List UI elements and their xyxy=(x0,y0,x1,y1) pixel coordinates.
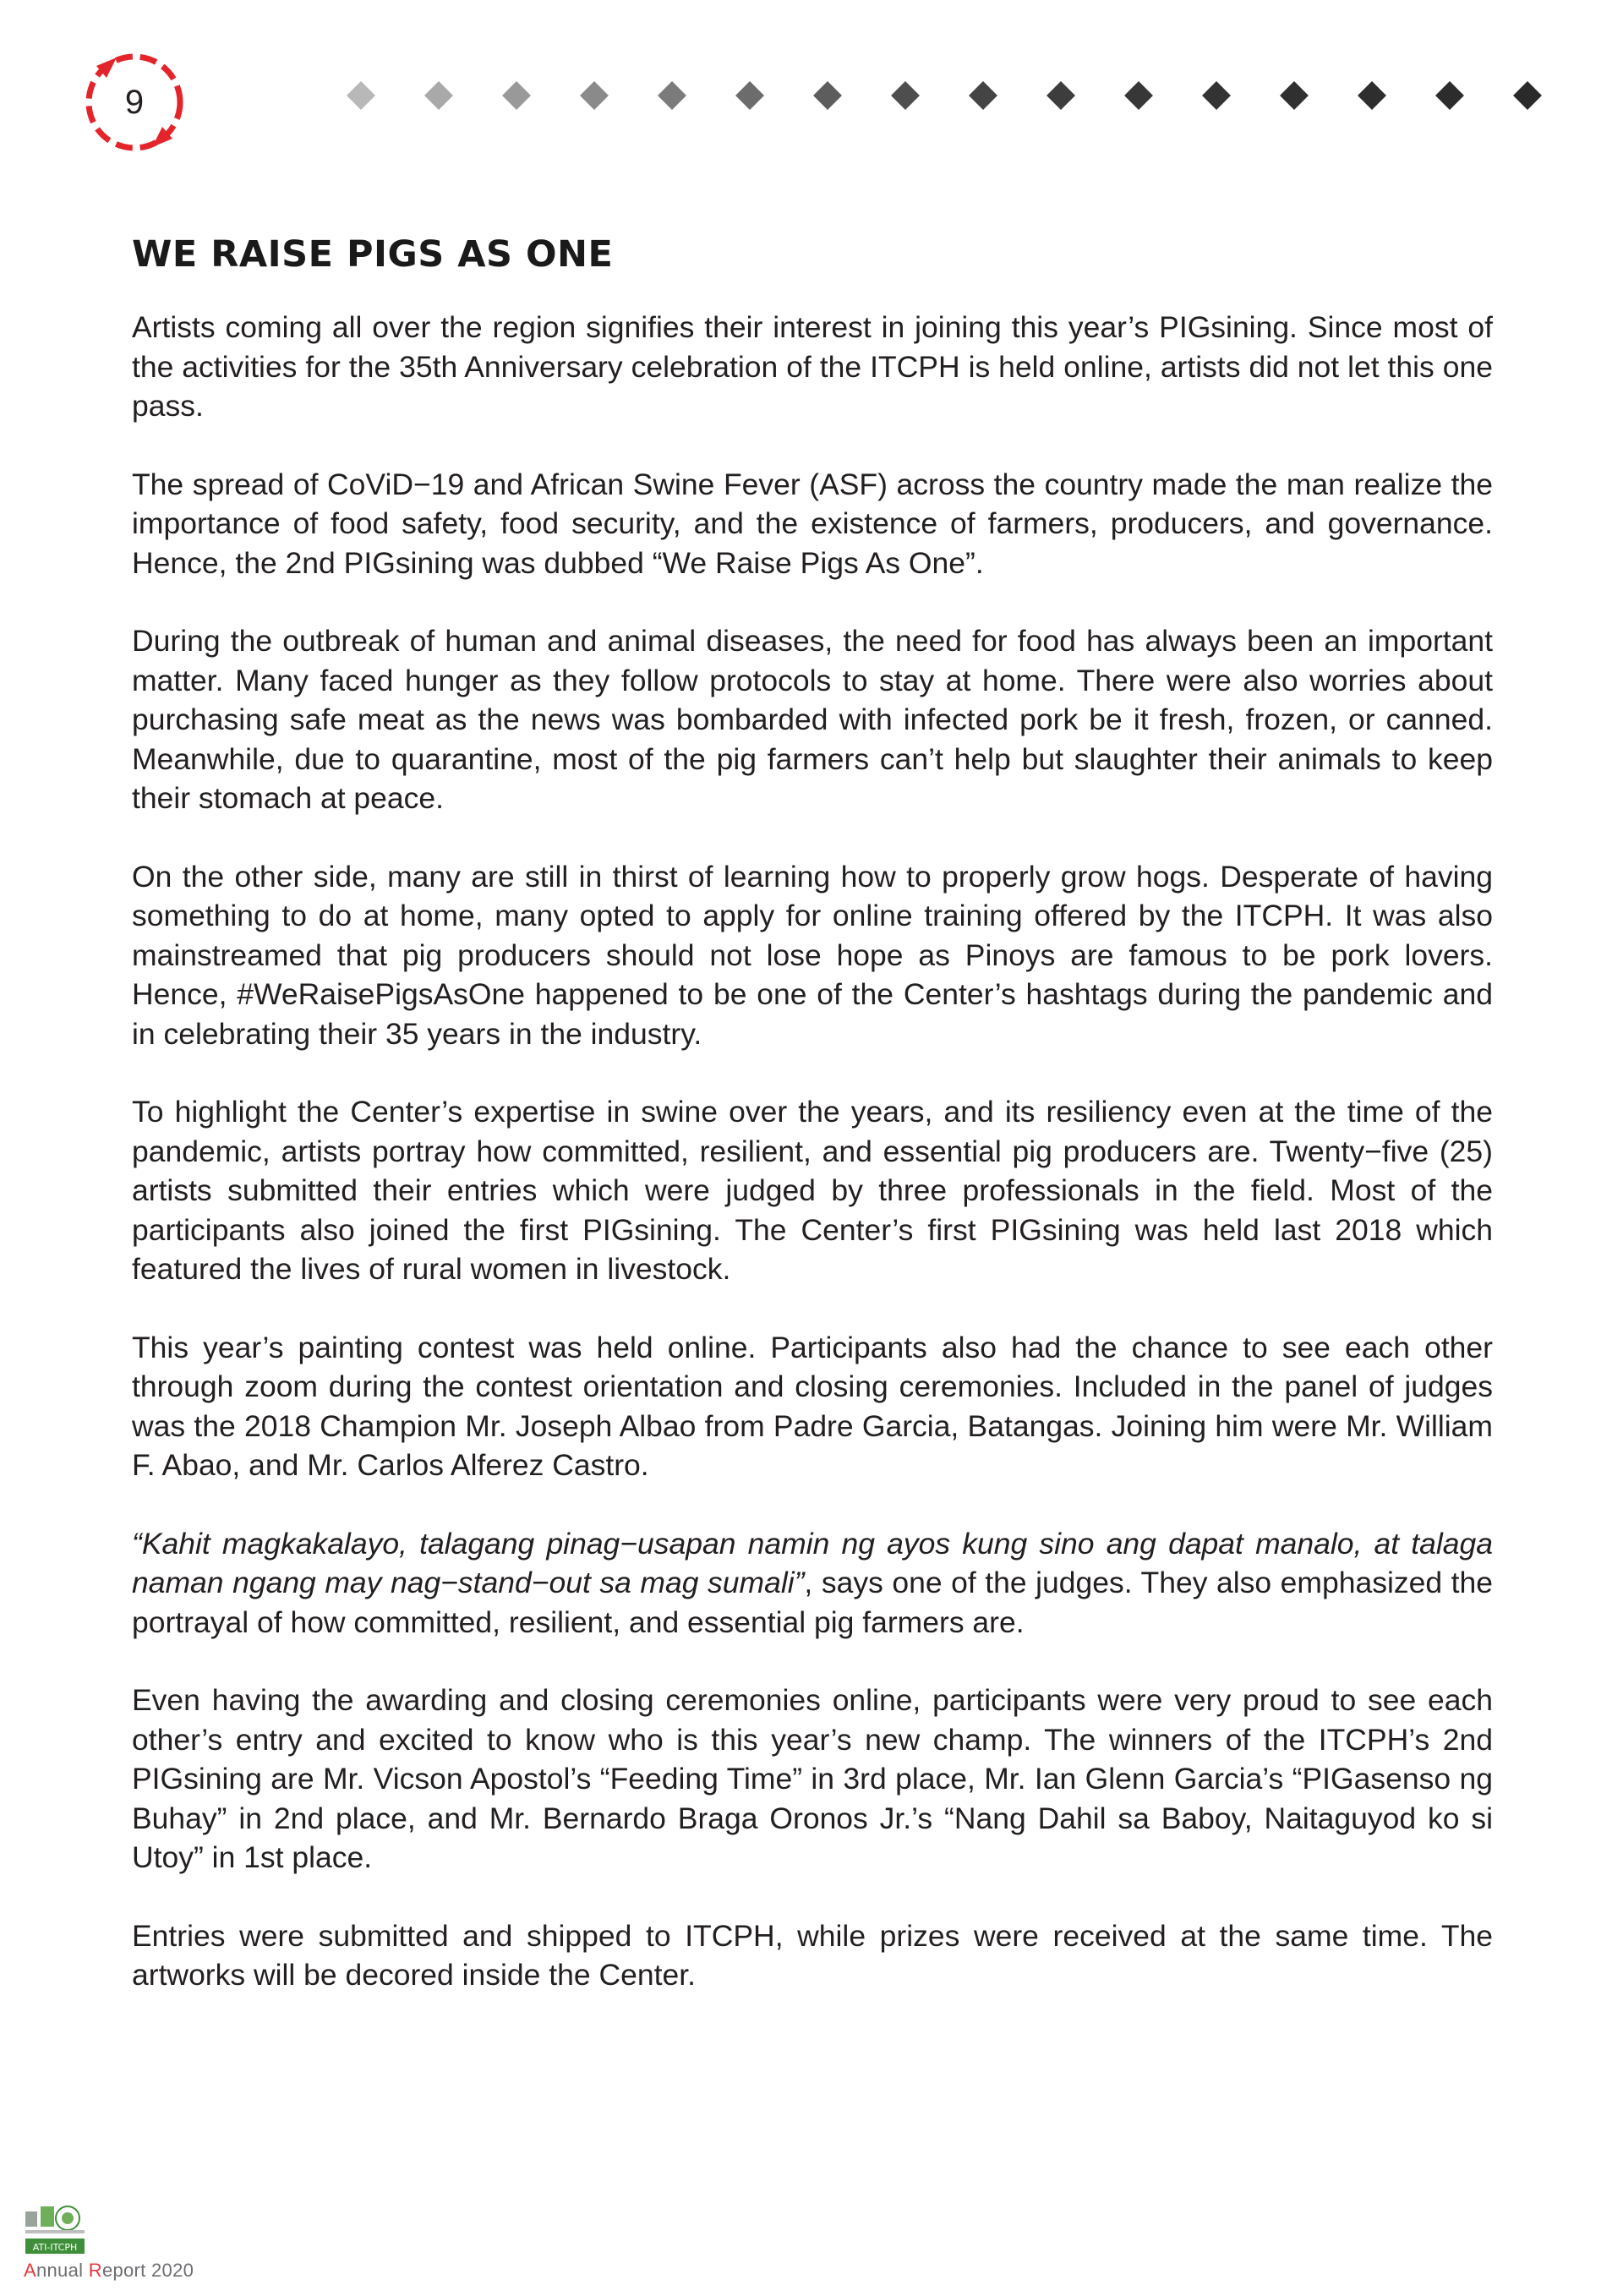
paragraph: Artists coming all over the region signifies their interest in joining this year’s PIGsining. Since most of the activities for the 35th Anniversary celebration of the ITCPH is held online, artists did not let this one pass. xyxy=(132,310,1493,423)
judge-quote: “Kahit magkakalayo, talagang pinag−usapan namin ng ayos kung sino ang dapat manalo, at talaga naman ngang may nag−stand−out sa mag sumali” xyxy=(132,1526,1493,1599)
page-number: 9 xyxy=(124,83,145,121)
diamond-icon xyxy=(580,81,609,110)
paragraph: Even having the awarding and closing ceremonies online, participants were very proud to see each other’s entry and excited to know who is this year’s new champ. The winners of the ITCPH’s 2nd PIGsining are Mr. Vicson Apostol’s “Feeding Time” in 3rd place, Mr. Ian Glenn Garcia’s “PIGasenso ng Buhay” in 2nd place, and Mr. Bernardo Braga Oronos Jr.’s “Nang Dahil sa Baboy, Naitaguyod ko si Utoy” in 1st place. xyxy=(132,1683,1493,1874)
diamond-icon xyxy=(347,81,375,110)
paragraph: This year’s painting contest was held online. Participants also had the chance to see each other through zoom during the contest orientation and closing ceremonies. Included in the panel of judges was the 2018 Champion Mr. Joseph Albao from Padre Garcia, Batangas. Joining him were Mr. William F. Abao, and Mr. Carlos Alferez Castro. xyxy=(132,1330,1493,1482)
diamond-icon xyxy=(424,81,453,110)
ati-itcph-logo xyxy=(24,2198,86,2257)
diamond-icon xyxy=(1202,81,1231,110)
decorative-diamond-row xyxy=(338,81,1623,115)
diamond-icon xyxy=(1513,81,1542,110)
article xyxy=(132,233,1493,2034)
paragraph: On the other side, many are still in thirst of learning how to properly grow hogs. Desperate of having something to do at home, many opted to apply for online training offered by the ITCPH. It was also mainstreamed that pig producers should not lose hope as Pinoys are famous to be pork lovers. Hence, #WeRaisePigsAsOne happened to be one of the Center’s hashtags during the pandemic and in celebrating their 35 years in the industry. xyxy=(132,859,1493,1051)
report-text: nnual xyxy=(36,2260,89,2281)
paragraph: To highlight the Center’s expertise in swine over the years, and its resiliency even at the time of the pandemic, artists portray how committed, resilient, and essential pig producers are. Twenty−five (25) artists submitted their entries which were judged by three professionals in the field. Most of the participants also joined the first PIGsining. The Center’s first PIGsining was held last 2018 which featured the lives of rural women in livestock. xyxy=(132,1095,1493,1286)
report-first-letter: A xyxy=(24,2260,36,2281)
diamond-icon xyxy=(1124,81,1153,110)
diamond-icon xyxy=(1358,81,1386,110)
diamond-icon xyxy=(969,81,997,110)
diamond-icon xyxy=(502,81,531,110)
paragraph: The spread of CoViD−19 and African Swine Fever (ASF) across the country made the man realize the importance of food safety, food security, and the existence of farmers, producers, and governance. Hence, the 2nd PIGsining was dubbed “We Raise Pigs As One”. xyxy=(132,467,1493,580)
report-text-end: eport 2020 xyxy=(101,2260,194,2281)
paragraph: During the outbreak of human and animal diseases, the need for food has always been an important matter. Many faced hunger as they follow protocols to stay at home. There were also worries about purchasing safe meat as the news was bombarded with infected pork be it fresh, frozen, or canned. Meanwhile, due to quarantine, most of the pig farmers can’t help but slaughter their animals to keep their stomach at peace. xyxy=(132,624,1493,815)
logo-text: ATI-ITCPH xyxy=(32,2242,78,2253)
diamond-icon xyxy=(891,81,920,110)
report-accent-letter: R xyxy=(88,2260,102,2281)
logo-icon xyxy=(24,2198,86,2257)
diamond-icon xyxy=(658,81,686,110)
quote-attribution: , says one of the judges. They also emphasized the portrayal of how committed, resilient, and essential pig farmers are. xyxy=(132,1566,1493,1639)
diamond-icon xyxy=(1046,81,1075,110)
quote-paragraph xyxy=(132,1524,1493,1643)
diamond-icon xyxy=(1435,81,1464,110)
diamond-icon xyxy=(813,81,842,110)
article-title: WE RAISE PIGS AS ONE xyxy=(132,233,614,276)
annual-report-label xyxy=(24,2260,194,2282)
diamond-icon xyxy=(735,81,764,110)
diamond-icon xyxy=(1280,81,1309,110)
page-number-badge xyxy=(73,41,196,164)
paragraph: Entries were submitted and shipped to ITCPH, while prizes were received at the same time. The artworks will be decored inside the Center. xyxy=(132,1918,1493,1992)
